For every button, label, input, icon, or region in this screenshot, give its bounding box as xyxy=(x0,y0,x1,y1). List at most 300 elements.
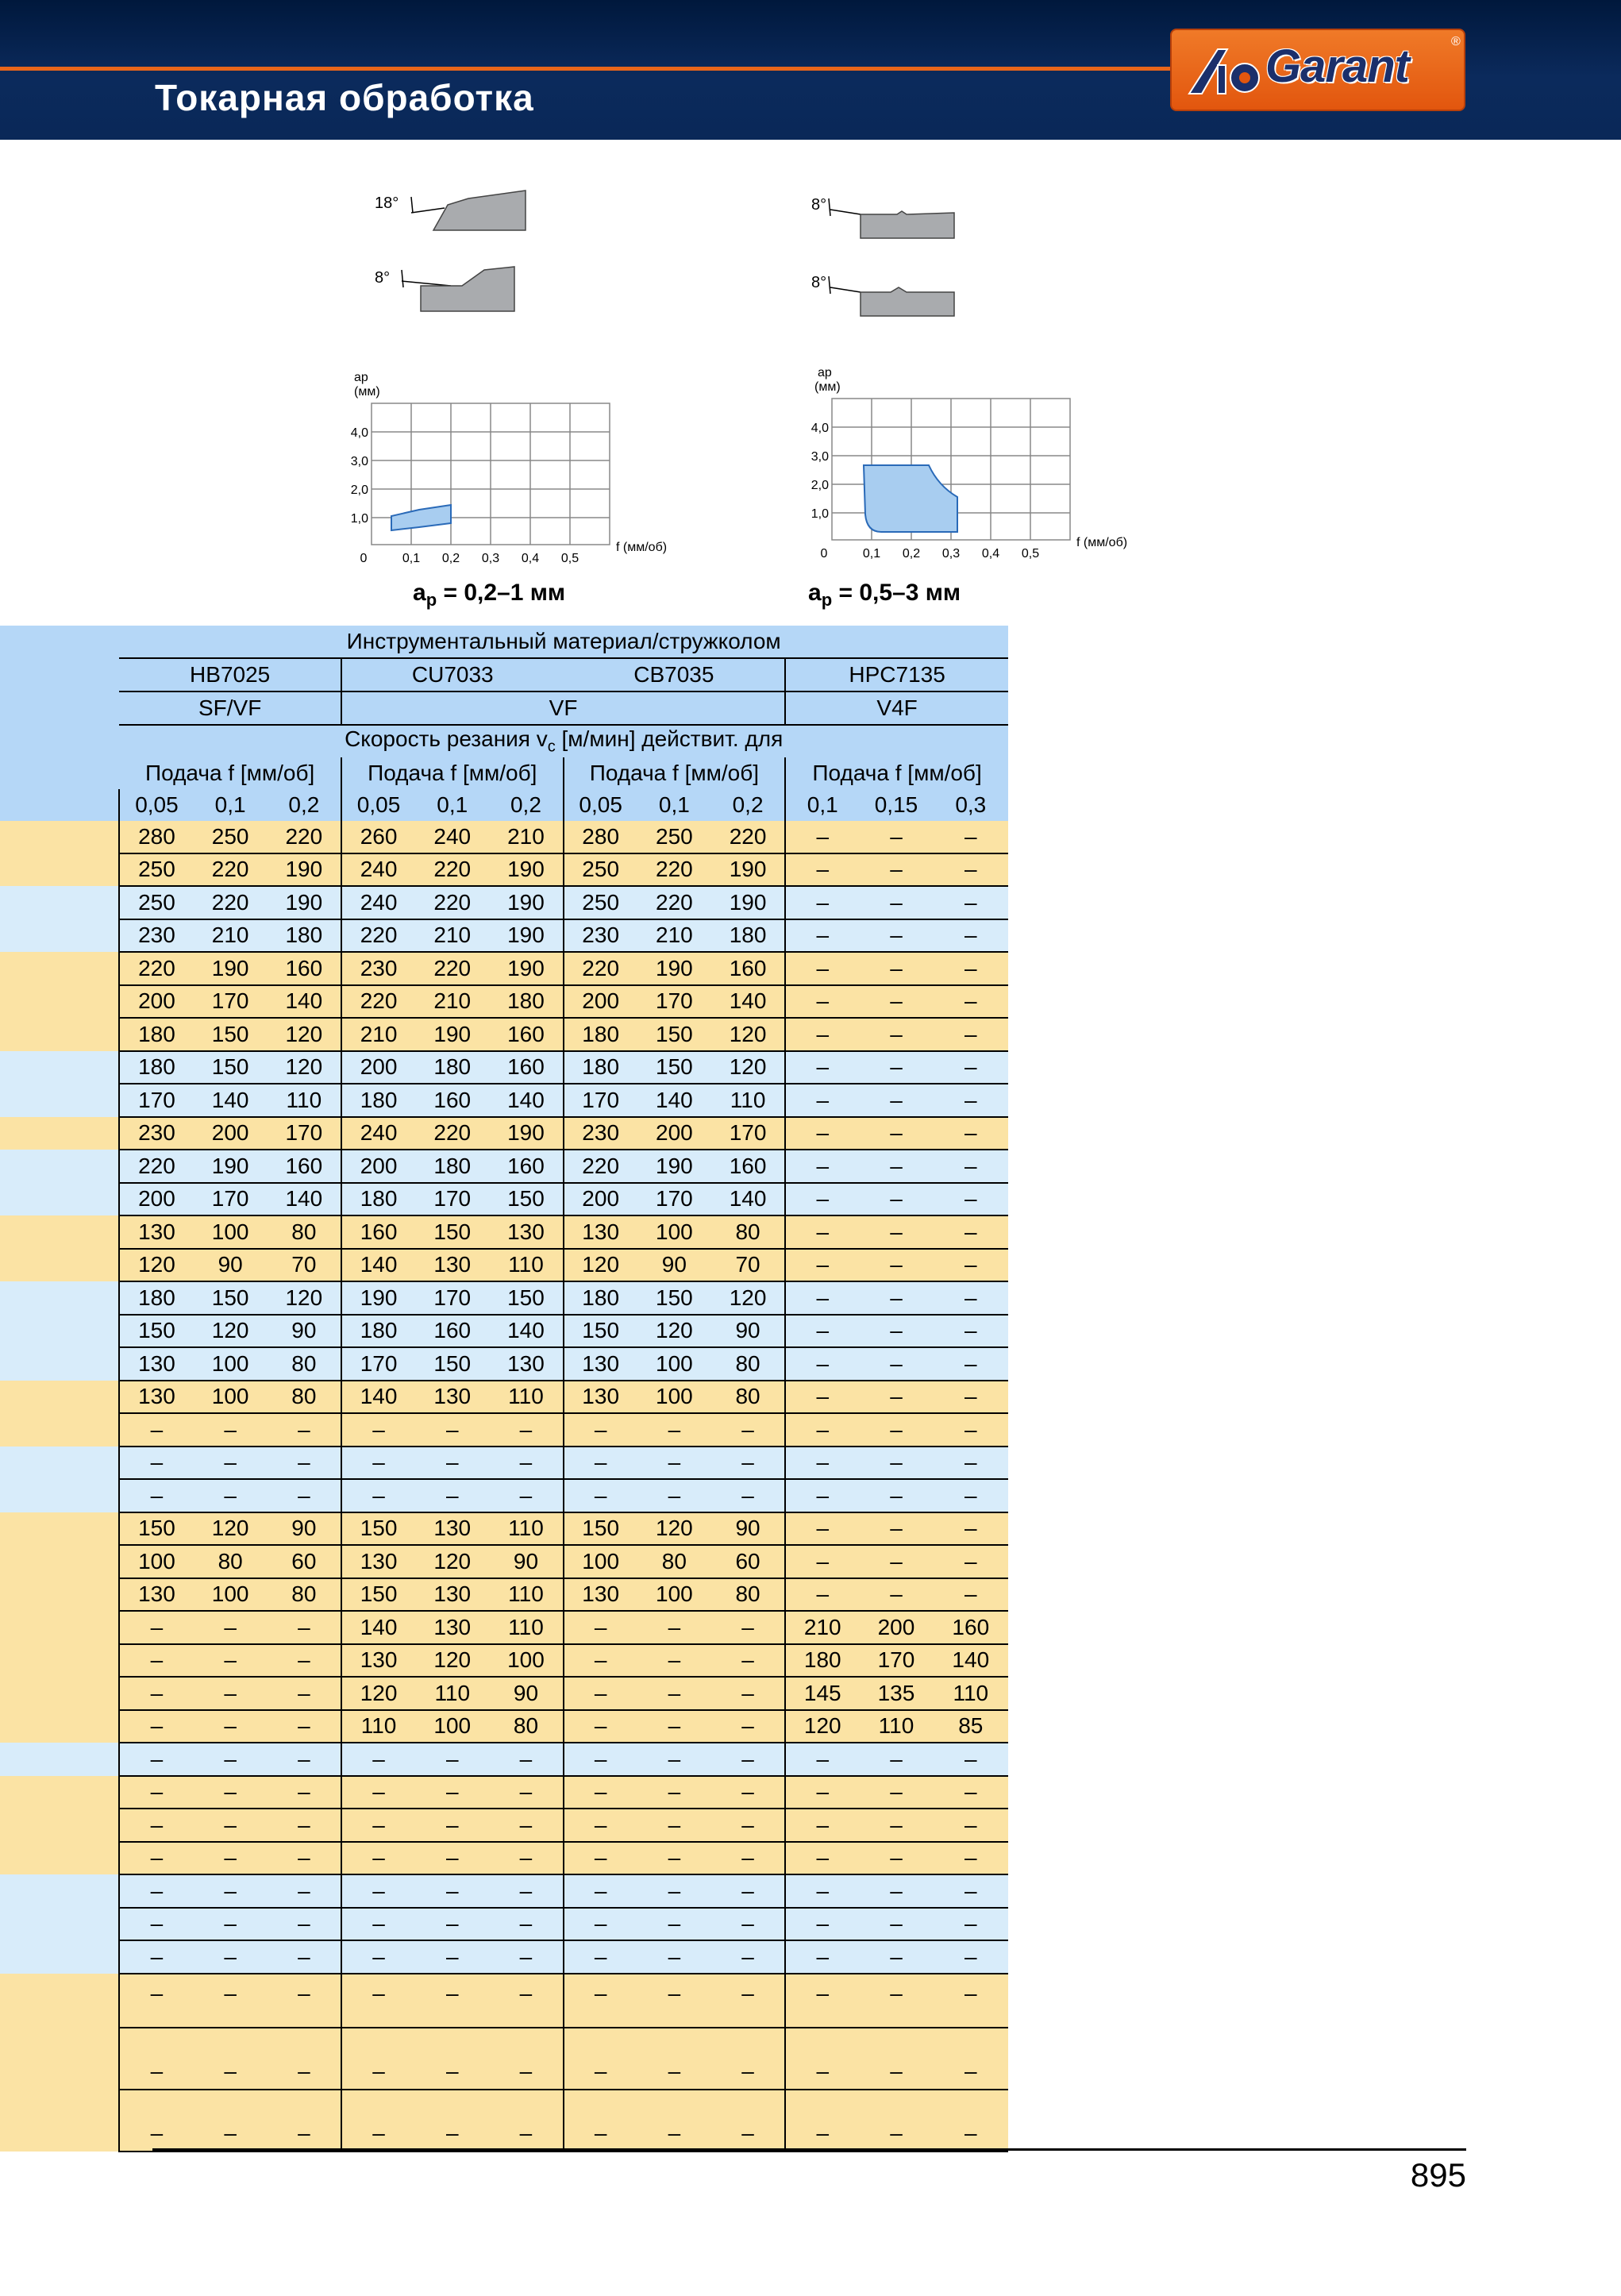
speed-cell: – xyxy=(415,1809,489,1842)
speed-cell: – xyxy=(785,1743,859,1776)
speed-cell: 100 xyxy=(415,1710,489,1743)
speed-cell: 110 xyxy=(415,1677,489,1710)
speed-cell: – xyxy=(194,1710,268,1743)
table-row xyxy=(0,1940,1008,1974)
speed-cell: – xyxy=(119,1644,193,1678)
table-row xyxy=(0,1908,1008,1941)
speed-cell: 220 xyxy=(415,853,489,887)
speed-cell: 220 xyxy=(341,985,415,1019)
row-lead-cell xyxy=(0,1315,119,1348)
table-row xyxy=(0,821,1008,853)
speed-cell: – xyxy=(564,1776,637,1809)
feed-label: Подача f [мм/об] xyxy=(341,757,564,789)
speed-cell: 210 xyxy=(194,919,268,953)
left-f-axis-label: f (мм/об) xyxy=(616,541,668,554)
speed-cell: – xyxy=(341,2090,415,2152)
speed-cell: – xyxy=(859,919,933,953)
speed-cell: 130 xyxy=(415,1249,489,1282)
speed-cell: – xyxy=(785,1018,859,1051)
speed-cell: 220 xyxy=(194,853,268,887)
feed-value: 0,05 xyxy=(341,789,415,821)
speed-cell: – xyxy=(637,1974,711,2028)
table-row xyxy=(0,853,1008,887)
row-lead-cell xyxy=(0,853,119,887)
speed-cell: 140 xyxy=(934,1644,1008,1678)
speed-cell: – xyxy=(859,1479,933,1512)
row-lead-cell xyxy=(0,1084,119,1117)
left-x-tick: 0,4 xyxy=(521,552,540,565)
row-lead-cell xyxy=(0,1842,119,1875)
speed-cell: – xyxy=(119,1874,193,1908)
table-row xyxy=(0,1677,1008,1710)
header-orange-line xyxy=(0,67,1171,71)
speed-cell: 180 xyxy=(785,1644,859,1678)
speed-cell: – xyxy=(859,1743,933,1776)
speed-cell: 200 xyxy=(119,985,193,1019)
speed-cell: 120 xyxy=(711,1281,785,1315)
speed-cell: – xyxy=(785,1545,859,1578)
left-x-tick: 0,1 xyxy=(402,552,421,565)
speed-cell: 160 xyxy=(934,1611,1008,1644)
speed-cell: – xyxy=(268,2028,341,2090)
speed-cell: – xyxy=(637,2090,711,2152)
chipbreaker-v4f: V4F xyxy=(785,691,1008,725)
speed-cell: 120 xyxy=(119,1249,193,1282)
speed-cell: 100 xyxy=(637,1578,711,1612)
speed-cell: 160 xyxy=(268,952,341,985)
speed-cell: – xyxy=(785,886,859,919)
speed-cell: – xyxy=(859,1842,933,1875)
speed-cell: – xyxy=(341,1809,415,1842)
speed-cell: – xyxy=(859,2028,933,2090)
row-lead-cell xyxy=(0,1479,119,1512)
speed-cell: 170 xyxy=(859,1644,933,1678)
speed-cell: – xyxy=(859,1413,933,1447)
speed-cell: – xyxy=(711,1644,785,1678)
cutting-data-table xyxy=(0,626,1008,2152)
speed-cell: – xyxy=(934,1743,1008,1776)
speed-cell: 100 xyxy=(637,1347,711,1381)
speed-cell: – xyxy=(859,1381,933,1414)
speed-cell: – xyxy=(119,1447,193,1480)
speed-cell: – xyxy=(489,1940,563,1974)
speed-cell: – xyxy=(415,1776,489,1809)
right-x-tick: 0,5 xyxy=(1021,547,1040,561)
speed-cell: 170 xyxy=(711,1117,785,1150)
speed-cell: – xyxy=(785,1578,859,1612)
row-lead-cell xyxy=(0,1874,119,1908)
table-row xyxy=(0,1545,1008,1578)
speed-cell: – xyxy=(268,1974,341,2028)
speed-cell: – xyxy=(341,2028,415,2090)
right-ap-unit: (мм) xyxy=(814,380,841,394)
speed-cell: 280 xyxy=(564,821,637,853)
speed-cell: 210 xyxy=(341,1018,415,1051)
right-y-tick: 3,0 xyxy=(810,450,829,464)
speed-cell: – xyxy=(934,1512,1008,1546)
speed-cell: 230 xyxy=(119,1117,193,1150)
speed-cell: 170 xyxy=(194,985,268,1019)
speed-cell: – xyxy=(859,1809,933,1842)
speed-cell: – xyxy=(489,1908,563,1941)
row-lead-cell xyxy=(0,1117,119,1150)
speed-cell: 80 xyxy=(194,1545,268,1578)
speed-cell: 135 xyxy=(859,1677,933,1710)
row-lead-cell xyxy=(0,919,119,953)
table-row xyxy=(0,1842,1008,1875)
speed-cell: – xyxy=(859,1578,933,1612)
speed-cell: – xyxy=(711,1974,785,2028)
speed-cell: – xyxy=(564,1611,637,1644)
feed-value: 0,2 xyxy=(268,789,341,821)
left-ap-unit: (мм) xyxy=(354,385,380,399)
right-y-tick: 4,0 xyxy=(810,422,829,435)
speed-cell: 190 xyxy=(711,853,785,887)
speed-cell: – xyxy=(711,1413,785,1447)
speed-cell: 150 xyxy=(415,1215,489,1249)
speed-cell: 180 xyxy=(564,1051,637,1084)
speed-cell: – xyxy=(119,1611,193,1644)
row-lead-cell xyxy=(0,1677,119,1710)
speed-cell: 280 xyxy=(119,821,193,853)
row-lead-cell xyxy=(0,1347,119,1381)
speed-cell: – xyxy=(489,1776,563,1809)
speed-cell: 230 xyxy=(341,952,415,985)
speed-cell: 85 xyxy=(934,1710,1008,1743)
speed-cell: – xyxy=(194,1447,268,1480)
speed-cell: – xyxy=(934,1315,1008,1348)
speed-cell: – xyxy=(934,1381,1008,1414)
speed-cell: – xyxy=(859,1512,933,1546)
speed-cell: – xyxy=(859,2090,933,2152)
speed-cell: 190 xyxy=(489,886,563,919)
speed-cell: 120 xyxy=(637,1512,711,1546)
row-lead-cell xyxy=(0,1578,119,1612)
speed-cell: – xyxy=(859,1545,933,1578)
speed-cell: 130 xyxy=(564,1381,637,1414)
speed-cell: 260 xyxy=(341,821,415,853)
speed-cell: 200 xyxy=(341,1051,415,1084)
speed-cell: 240 xyxy=(415,821,489,853)
speed-cell: – xyxy=(415,2090,489,2152)
speed-cell: – xyxy=(934,1842,1008,1875)
speed-cell: – xyxy=(785,1479,859,1512)
speed-cell: – xyxy=(934,1051,1008,1084)
speed-cell: – xyxy=(341,1940,415,1974)
speed-cell: – xyxy=(934,1940,1008,1974)
table-row xyxy=(0,2090,1008,2152)
speed-cell: – xyxy=(637,1908,711,1941)
speed-cell: – xyxy=(785,919,859,953)
speed-cell: 130 xyxy=(564,1578,637,1612)
speed-cell: – xyxy=(194,1677,268,1710)
speed-cell: – xyxy=(194,2090,268,2152)
feed-value: 0,05 xyxy=(564,789,637,821)
speed-cell: – xyxy=(934,2028,1008,2090)
speed-cell: 130 xyxy=(415,1381,489,1414)
speed-cell: 90 xyxy=(194,1249,268,1282)
speed-cell: 170 xyxy=(637,985,711,1019)
speed-cell: 200 xyxy=(859,1611,933,1644)
speed-cell: 190 xyxy=(415,1018,489,1051)
speed-cell: – xyxy=(711,1776,785,1809)
speed-cell: 220 xyxy=(119,952,193,985)
material-cb7035: CB7035 xyxy=(564,658,786,691)
speed-cell: 150 xyxy=(415,1347,489,1381)
speed-cell: 160 xyxy=(415,1084,489,1117)
feed-value: 0,1 xyxy=(785,789,859,821)
speed-cell: 220 xyxy=(194,886,268,919)
speed-cell: – xyxy=(194,1479,268,1512)
speed-cell: – xyxy=(489,1809,563,1842)
speed-cell: 150 xyxy=(341,1578,415,1612)
speed-cell: – xyxy=(859,952,933,985)
cutting-speed-label: Скорость резания $v_c$ [м/мин] действит. для xyxy=(119,725,1008,757)
speed-cell: – xyxy=(564,1479,637,1512)
speed-cell: – xyxy=(268,1413,341,1447)
speed-cell: – xyxy=(934,1974,1008,2028)
right-y-tick: 2,0 xyxy=(810,479,829,492)
row-lead-cell xyxy=(0,1447,119,1480)
speed-cell: – xyxy=(489,2028,563,2090)
speed-cell: – xyxy=(934,1479,1008,1512)
table-row xyxy=(0,2028,1008,2090)
table-row xyxy=(0,952,1008,985)
speed-cell: – xyxy=(934,853,1008,887)
speed-cell: 130 xyxy=(415,1611,489,1644)
row-lead-cell xyxy=(0,1776,119,1809)
table-row xyxy=(0,1809,1008,1842)
speed-cell: 240 xyxy=(341,1117,415,1150)
speed-cell: 230 xyxy=(119,919,193,953)
speed-cell: – xyxy=(564,1413,637,1447)
speed-cell: – xyxy=(637,1842,711,1875)
speed-cell: – xyxy=(564,1874,637,1908)
speed-cell: – xyxy=(341,1776,415,1809)
speed-cell: 80 xyxy=(637,1545,711,1578)
footer-rule xyxy=(152,2148,1466,2151)
speed-cell: 120 xyxy=(194,1512,268,1546)
table-row xyxy=(0,1215,1008,1249)
speed-cell: 110 xyxy=(489,1249,563,1282)
speed-cell: – xyxy=(934,952,1008,985)
table-row xyxy=(0,1776,1008,1809)
speed-cell: – xyxy=(637,2028,711,2090)
speed-cell: 90 xyxy=(637,1249,711,1282)
speed-cell: – xyxy=(785,1051,859,1084)
feed-value: 0,1 xyxy=(194,789,268,821)
table-row xyxy=(0,1084,1008,1117)
speed-cell: – xyxy=(194,1644,268,1678)
row-lead-cell xyxy=(0,1150,119,1183)
feed-value: 0,05 xyxy=(119,789,193,821)
speed-cell: – xyxy=(341,1479,415,1512)
speed-cell: 150 xyxy=(194,1281,268,1315)
speed-cell: – xyxy=(859,1183,933,1216)
speed-cell: – xyxy=(268,1842,341,1875)
speed-cell: – xyxy=(711,1677,785,1710)
right-angle-bottom: 8° xyxy=(811,274,827,291)
speed-cell: 130 xyxy=(564,1347,637,1381)
speed-cell: 220 xyxy=(415,952,489,985)
right-y-tick: 1,0 xyxy=(810,507,829,521)
speed-cell: – xyxy=(489,1447,563,1480)
speed-cell: 170 xyxy=(415,1281,489,1315)
speed-cell: 200 xyxy=(564,985,637,1019)
speed-cell: – xyxy=(859,1347,933,1381)
speed-cell: – xyxy=(119,1413,193,1447)
table-row xyxy=(0,1447,1008,1480)
speed-cell: 70 xyxy=(268,1249,341,1282)
speed-cell: 80 xyxy=(489,1710,563,1743)
garant-logo-icon xyxy=(1186,44,1262,98)
speed-cell: – xyxy=(489,1842,563,1875)
feed-value: 0,3 xyxy=(934,789,1008,821)
speed-cell: 150 xyxy=(564,1512,637,1546)
speed-cell: – xyxy=(785,952,859,985)
left-x-tick: 0,5 xyxy=(560,552,579,565)
speed-cell: 210 xyxy=(785,1611,859,1644)
speed-cell: 80 xyxy=(268,1215,341,1249)
speed-cell: 180 xyxy=(711,919,785,953)
speed-cell: – xyxy=(711,1908,785,1941)
speed-cell: – xyxy=(194,1974,268,2028)
speed-cell: 120 xyxy=(564,1249,637,1282)
speed-cell: 180 xyxy=(341,1183,415,1216)
right-ap-axis-label: ap xyxy=(818,366,832,379)
speed-cell: 190 xyxy=(341,1281,415,1315)
speed-cell: – xyxy=(859,1215,933,1249)
speed-cell: 130 xyxy=(415,1512,489,1546)
speed-cell: 210 xyxy=(415,985,489,1019)
speed-cell: – xyxy=(194,1413,268,1447)
speed-cell: – xyxy=(934,1545,1008,1578)
row-lead-cell xyxy=(0,985,119,1019)
speed-cell: – xyxy=(785,1117,859,1150)
speed-cell: 130 xyxy=(341,1545,415,1578)
speed-cell: 190 xyxy=(637,952,711,985)
speed-cell: 240 xyxy=(341,886,415,919)
speed-cell: 130 xyxy=(341,1644,415,1678)
table-row xyxy=(0,1974,1008,2028)
speed-cell: – xyxy=(489,1743,563,1776)
speed-cell: – xyxy=(268,1743,341,1776)
speed-cell: 150 xyxy=(341,1512,415,1546)
speed-cell: – xyxy=(785,2090,859,2152)
speed-cell: 90 xyxy=(489,1677,563,1710)
table-row xyxy=(0,1150,1008,1183)
table-row xyxy=(0,1611,1008,1644)
speed-cell: – xyxy=(564,1644,637,1678)
speed-cell: 200 xyxy=(564,1183,637,1216)
row-lead-cell xyxy=(0,1710,119,1743)
speed-cell: – xyxy=(711,1874,785,1908)
speed-cell: – xyxy=(859,1315,933,1348)
speed-cell: 140 xyxy=(637,1084,711,1117)
speed-cell: 160 xyxy=(489,1150,563,1183)
speed-cell: 150 xyxy=(489,1281,563,1315)
speed-cell: – xyxy=(268,1479,341,1512)
feed-label: Подача f [мм/об] xyxy=(785,757,1008,789)
right-x-tick: 0 xyxy=(820,547,828,561)
row-lead-cell xyxy=(0,952,119,985)
speed-cell: – xyxy=(711,1710,785,1743)
speed-cell: – xyxy=(341,1413,415,1447)
speed-cell: – xyxy=(194,2028,268,2090)
row-lead-cell xyxy=(0,1940,119,1974)
speed-cell: 100 xyxy=(194,1578,268,1612)
speed-cell: – xyxy=(268,1611,341,1644)
speed-cell: 110 xyxy=(489,1381,563,1414)
speed-cell: 190 xyxy=(268,886,341,919)
speed-cell: 140 xyxy=(341,1611,415,1644)
speed-cell: 250 xyxy=(194,821,268,853)
speed-cell: – xyxy=(637,1644,711,1678)
row-lead-cell xyxy=(0,1809,119,1842)
speed-cell: – xyxy=(859,1249,933,1282)
speed-cell: – xyxy=(934,1578,1008,1612)
table-row xyxy=(0,1249,1008,1282)
speed-cell: 160 xyxy=(489,1051,563,1084)
table-row xyxy=(0,1512,1008,1546)
row-lead-cell xyxy=(0,1381,119,1414)
speed-cell: – xyxy=(859,1776,933,1809)
speed-cell: 200 xyxy=(341,1150,415,1183)
speed-cell: – xyxy=(194,1776,268,1809)
table-title: Инструментальный материал/стружколом xyxy=(119,626,1008,658)
speed-cell: 150 xyxy=(489,1183,563,1216)
row-lead-cell xyxy=(0,1512,119,1546)
speed-cell: 250 xyxy=(119,853,193,887)
speed-cell: – xyxy=(341,1842,415,1875)
chipbreaker-vf: VF xyxy=(341,691,785,725)
table-row xyxy=(0,1183,1008,1216)
speed-cell: – xyxy=(934,1018,1008,1051)
speed-cell: – xyxy=(785,1215,859,1249)
row-lead-cell xyxy=(0,1611,119,1644)
speed-cell: 120 xyxy=(415,1545,489,1578)
speed-cell: – xyxy=(785,1249,859,1282)
left-angle-top: 18° xyxy=(375,195,399,212)
speed-cell: – xyxy=(934,886,1008,919)
speed-cell: – xyxy=(489,1974,563,2028)
speed-cell: 100 xyxy=(489,1644,563,1678)
speed-cell: – xyxy=(785,1809,859,1842)
speed-cell: 190 xyxy=(489,853,563,887)
speed-cell: – xyxy=(268,1940,341,1974)
table-body xyxy=(0,821,1008,2152)
row-lead-cell xyxy=(0,1413,119,1447)
speed-cell: 70 xyxy=(711,1249,785,1282)
speed-cell: – xyxy=(785,2028,859,2090)
logo-registered-mark: ® xyxy=(1451,35,1461,48)
table-row xyxy=(0,1347,1008,1381)
speed-cell: – xyxy=(785,1974,859,2028)
speed-cell: – xyxy=(934,1183,1008,1216)
table-row xyxy=(0,1578,1008,1612)
speed-cell: – xyxy=(934,2090,1008,2152)
speed-cell: 160 xyxy=(268,1150,341,1183)
speed-cell: 220 xyxy=(341,919,415,953)
speed-cell: 140 xyxy=(194,1084,268,1117)
speed-cell: – xyxy=(564,2090,637,2152)
speed-cell: 220 xyxy=(268,821,341,853)
speed-cell: – xyxy=(785,1150,859,1183)
speed-cell: 220 xyxy=(637,886,711,919)
speed-cell: – xyxy=(785,1183,859,1216)
speed-cell: 100 xyxy=(194,1215,268,1249)
speed-cell: – xyxy=(415,1479,489,1512)
